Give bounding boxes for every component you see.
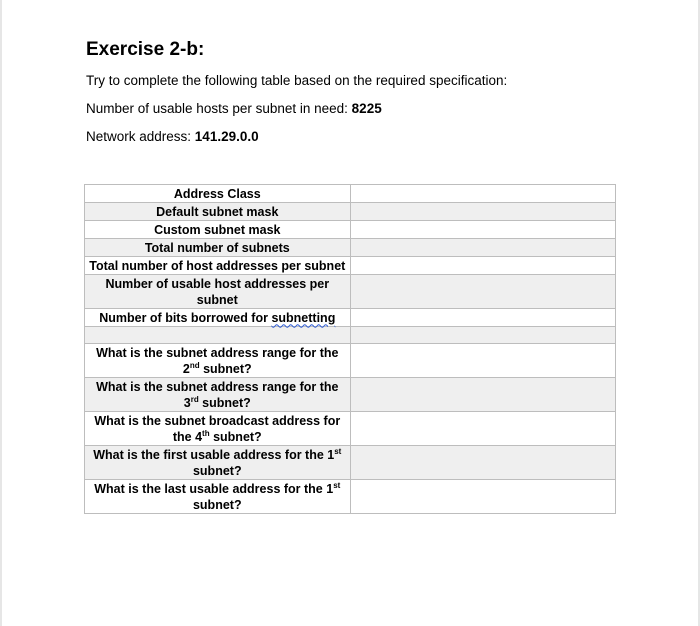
answer-cell-total-hosts[interactable] <box>350 257 615 275</box>
bits-borrowed-prefix: Number of bits borrowed for <box>99 310 272 325</box>
instruction-text: Try to complete the following table based on the required specification: <box>86 73 508 88</box>
q2-line1: What is the subnet address range for the <box>96 345 339 360</box>
spacer-answer-cell <box>350 327 615 344</box>
q6-line1: What is the last usable address for the 1 <box>94 481 334 496</box>
row-label-default-mask: Default subnet mask <box>85 203 351 221</box>
q5-line2: subnet? <box>192 463 242 478</box>
q4-line1: What is the subnet broadcast address for <box>94 413 341 428</box>
row-label-total-hosts: Total number of host addresses per subnet <box>85 257 351 275</box>
usable-hosts-line2: subnet <box>196 292 238 307</box>
table-row-spacer <box>85 327 616 344</box>
bits-borrowed-word: subnetting <box>271 310 336 325</box>
q2-sup: nd <box>189 360 200 370</box>
q3-line1: What is the subnet address range for the <box>96 379 339 394</box>
table-row <box>85 221 616 239</box>
q6-sup: st <box>333 480 341 490</box>
hosts-value: 8225 <box>351 101 382 116</box>
table-row <box>85 412 616 446</box>
table-row <box>85 257 616 275</box>
answer-cell-2nd-range[interactable] <box>350 344 615 378</box>
answer-cell-first-usable[interactable] <box>350 446 615 480</box>
answer-cell-default-mask[interactable] <box>350 203 615 221</box>
table-row <box>85 239 616 257</box>
row-label-bits-borrowed <box>85 309 351 327</box>
answer-cell-4th-broadcast[interactable] <box>350 412 615 446</box>
answer-cell-total-subnets[interactable] <box>350 239 615 257</box>
q4-tail: subnet? <box>209 429 262 444</box>
row-label-3rd-range <box>85 378 351 412</box>
table-row <box>85 309 616 327</box>
q3-ordinal: 3 <box>183 395 191 410</box>
page-border-left <box>0 0 2 626</box>
answer-cell-address-class[interactable] <box>350 185 615 203</box>
usable-hosts-line1: Number of usable host addresses per <box>105 276 330 291</box>
answer-cell-bits-borrowed[interactable] <box>350 309 615 327</box>
row-label-4th-broadcast <box>85 412 351 446</box>
row-label-address-class: Address Class <box>85 185 351 203</box>
answer-cell-usable-hosts[interactable] <box>350 275 615 309</box>
q3-sup: rd <box>190 394 199 404</box>
q2-ordinal: 2 <box>182 361 190 376</box>
table-row <box>85 480 616 514</box>
row-label-usable-hosts <box>85 275 351 309</box>
hosts-label: Number of usable hosts per subnet in need: <box>86 101 352 116</box>
network-address <box>86 129 259 144</box>
table-row <box>85 378 616 412</box>
q2-tail: subnet? <box>199 361 252 376</box>
row-label-custom-mask: Custom subnet mask <box>85 221 351 239</box>
exercise-title: Exercise 2-b: <box>86 39 205 60</box>
table-row <box>85 275 616 309</box>
answer-cell-last-usable[interactable] <box>350 480 615 514</box>
q4-pre: the 4 <box>172 429 203 444</box>
row-label-last-usable <box>85 480 351 514</box>
table-row <box>85 344 616 378</box>
network-value: 141.29.0.0 <box>194 129 259 144</box>
q4-sup: th <box>202 428 210 438</box>
q3-tail: subnet? <box>198 395 251 410</box>
q6-line2: subnet? <box>192 497 242 512</box>
table-row <box>85 446 616 480</box>
table-row <box>85 185 616 203</box>
answer-cell-custom-mask[interactable] <box>350 221 615 239</box>
answer-cell-3rd-range[interactable] <box>350 378 615 412</box>
spacer-cell <box>85 327 351 344</box>
row-label-2nd-range <box>85 344 351 378</box>
network-label: Network address: <box>86 129 195 144</box>
row-label-total-subnets: Total number of subnets <box>85 239 351 257</box>
hosts-requirement <box>86 101 382 116</box>
subnet-table <box>84 184 616 514</box>
q5-sup: st <box>334 446 342 456</box>
row-label-first-usable <box>85 446 351 480</box>
table-row <box>85 203 616 221</box>
q5-line1: What is the first usable address for the 1 <box>93 447 335 462</box>
